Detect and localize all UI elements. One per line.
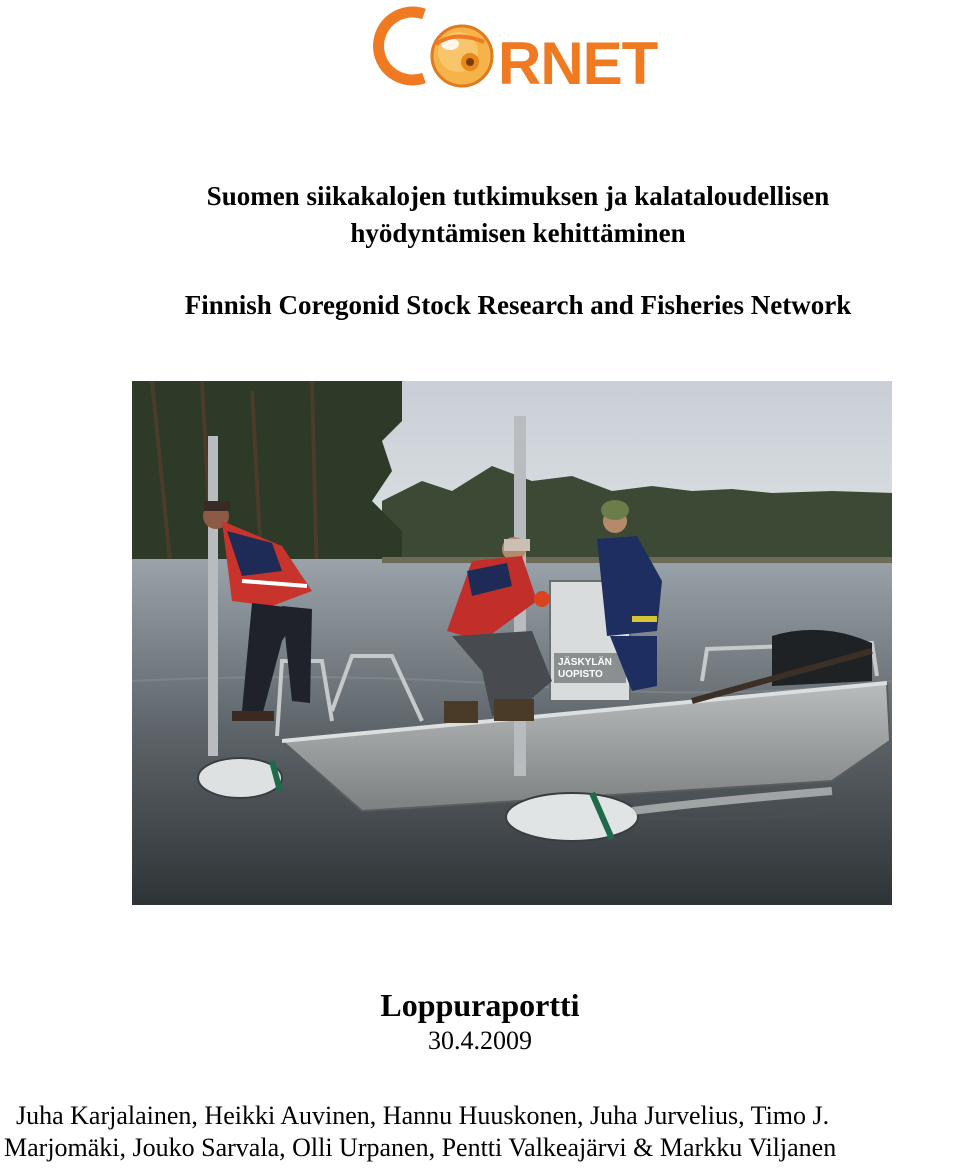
fish-egg-icon <box>432 26 492 86</box>
title-english: Finnish Coregonid Stock Research and Fisheries Network <box>184 290 852 320</box>
report-title: Loppuraportti <box>380 987 580 1023</box>
boat-lettering-1: JÄSKYLÄN <box>558 657 612 668</box>
title-finnish-line1: Suomen siikakalojen tutkimuksen ja kalataloudellisen <box>206 181 830 211</box>
left-pole <box>208 436 218 756</box>
boat-lettering-2: UOPISTO <box>558 669 603 680</box>
authors-line1: Juha Karjalainen, Heikki Auvinen, Hannu Huuskonen, Juha Jurvelius, Timo J. <box>16 1101 830 1130</box>
cornet-logo <box>366 0 676 96</box>
right-float <box>506 793 638 841</box>
report-date: 30.4.2009 <box>428 1026 532 1055</box>
left-float <box>198 758 282 798</box>
logo-letter-c <box>379 12 424 80</box>
authors <box>4 1100 960 1164</box>
authors-line2: Marjomäki, Jouko Sarvala, Olli Urpanen, Pentti Valkeajärvi & Markku Viljanen <box>4 1133 837 1162</box>
logo-text: RNET <box>498 30 658 96</box>
cover-photo <box>132 381 892 905</box>
title-finnish-line2: hyödyntämisen kehittäminen <box>350 218 686 248</box>
